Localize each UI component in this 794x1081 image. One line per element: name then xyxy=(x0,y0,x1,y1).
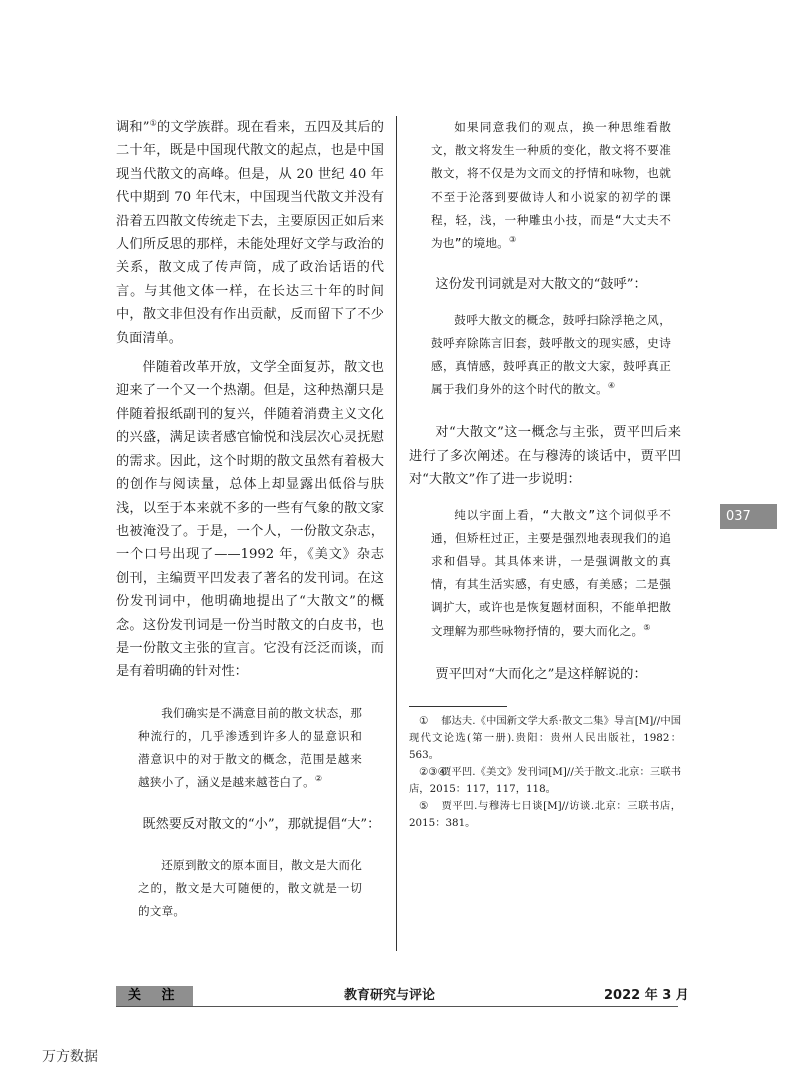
footnote-ref: ⑤ xyxy=(643,622,651,632)
footnote-ref: ③ xyxy=(508,235,517,245)
footnote-number: ⑤ xyxy=(419,800,429,813)
section-tag: 关 注 xyxy=(116,986,193,1006)
block-quote xyxy=(138,854,362,924)
footnotes xyxy=(409,713,681,832)
watermark: 万方数据 xyxy=(42,1049,98,1065)
paragraph: 这份发刊词就是对大散文的“鼓呼”： xyxy=(435,277,647,293)
block-quote xyxy=(431,309,671,402)
paragraph: 贾平凹对“大而化之”是这样解说的： xyxy=(435,666,647,682)
footnote-text: 贾平凹.与穆涛七日谈[M]//访谈.北京：三联书店，2015：381。 xyxy=(409,800,681,830)
footer-rule xyxy=(116,1006,678,1007)
block-quote xyxy=(431,116,671,255)
footnote xyxy=(409,798,681,832)
footnote-separator xyxy=(409,706,507,707)
quote-text: 鼓呼大散文的概念，鼓呼扫除浮艳之风，鼓呼弃除陈言旧套，鼓呼散文的现实感，史诗感，真情感，鼓呼真正的散文大家，鼓呼真正属于我们身外的这个时代的散文。 xyxy=(431,312,671,397)
paragraph xyxy=(116,116,384,350)
footnote-number: ① xyxy=(419,715,429,728)
footnote-ref: ④ xyxy=(607,381,616,391)
column-divider xyxy=(396,116,397,951)
journal-title: 教育研究与评论 xyxy=(344,988,436,1003)
footnote-text: 贾平凹.《美文》发刊词[M]//关于散文.北京：三联书店，2015：117，117，118。 xyxy=(409,766,681,796)
footnote-number: ②③④ xyxy=(419,766,447,779)
quote-text: 纯以宇面上看，“大散文”这个词似乎不通，但矫枉过正，主要是强烈地表现我们的追求和倡导。其具体来讲，一是强调散文的真情，有其生活实感，有史感，有美感；二是强调扩大，或许也是恢复题材面积，不能单把散文理解为那些咏物抒情的，要大而化之。 xyxy=(431,507,671,638)
paragraph: 对“大散文”这一概念与主张，贾平凹后来进行了多次阐述。在与穆涛的谈话中，贾平凹对“大散文”作了进一步说明： xyxy=(409,425,681,488)
paragraph-text: 的文学族群。现在看来，五四及其后的二十年，既是中国现代散文的起点，也是中国现当代散文的高峰。但是，从 20 世纪 40 年代中期到 70 年代末，中国现当代散文并没有沿着五四散文传统走下去，主要原因正如后来人们所反思的那样，未能处理好文学与政治的关系，散文成了传声筒，成了政治话语的代言。与其他文体一样，在长达三十年的时间中，散文非但没有作出贡献，反而留下了不少负面清单。 xyxy=(116,120,384,346)
quote-text: 我们确实是不满意目前的散文状态，那种流行的，几乎渗透到许多人的显意识和潜意识中的对于散文的概念，范围是越来越狭小了，涵义是越来越苍白了。 xyxy=(138,705,362,790)
paragraph: 伴随着改革开放，文学全面复苏，散文也迎来了一个又一个热潮。但是，这种热潮只是伴随着报纸副刊的复兴，伴随着消费主义文化的兴盛，满足读者感官愉悦和浅层次心灵抚慰的需求。因此，这个时期的散文虽然有着极大的创作与阅读量，总体上却显露出低俗与肤浅，以至于本来就不多的一些有气象的散文家也被淹没了。于是，一个人，一份散文杂志，一个口号出现了——1992 年，《美文》杂志创刊，主编贾平凹发表了著名的发刊词。在这份发刊词中，他明确地提出了“大散文”的概念。这份发刊词是一份当时散文的白皮书，也是一份散文主张的宣言。它没有泛泛而谈，而是有着明确的针对性： xyxy=(116,360,384,680)
right-column xyxy=(409,116,681,832)
block-quote xyxy=(138,702,362,795)
issue-date: 2022 年 3 月 xyxy=(604,988,689,1003)
paragraph-text: 调和” xyxy=(116,120,150,135)
page-number-tab: 037 xyxy=(720,504,777,529)
footnote-ref: ② xyxy=(314,774,323,784)
quote-text: 如果同意我们的观点，换一种思维看散文，散文将发生一种质的变化，散文将不要准散文，将不仅是为文而文的抒情和咏物，也就不至于沦落到要做诗人和小说家的初学的课程，轻，浅，一种雕虫小技，而是“大丈夫不为也”的境地。 xyxy=(431,120,671,251)
footnote-ref: ① xyxy=(149,118,157,128)
left-column xyxy=(116,116,384,942)
block-quote xyxy=(431,504,671,643)
quote-text: 还原到散文的原本面目，散文是大而化之的，散文是大可随便的，散文就是一切的文章。 xyxy=(138,857,362,919)
footnote-text: 郁达夫.《中国新文学大系·散文二集》导言[M]//中国现代文论选(第一册).贵阳：贵州人民出版社，1982：563。 xyxy=(409,715,681,762)
paragraph: 既然要反对散文的“小”，那就提倡“大”： xyxy=(142,816,381,832)
footnote xyxy=(409,764,681,798)
footnote xyxy=(409,713,681,764)
